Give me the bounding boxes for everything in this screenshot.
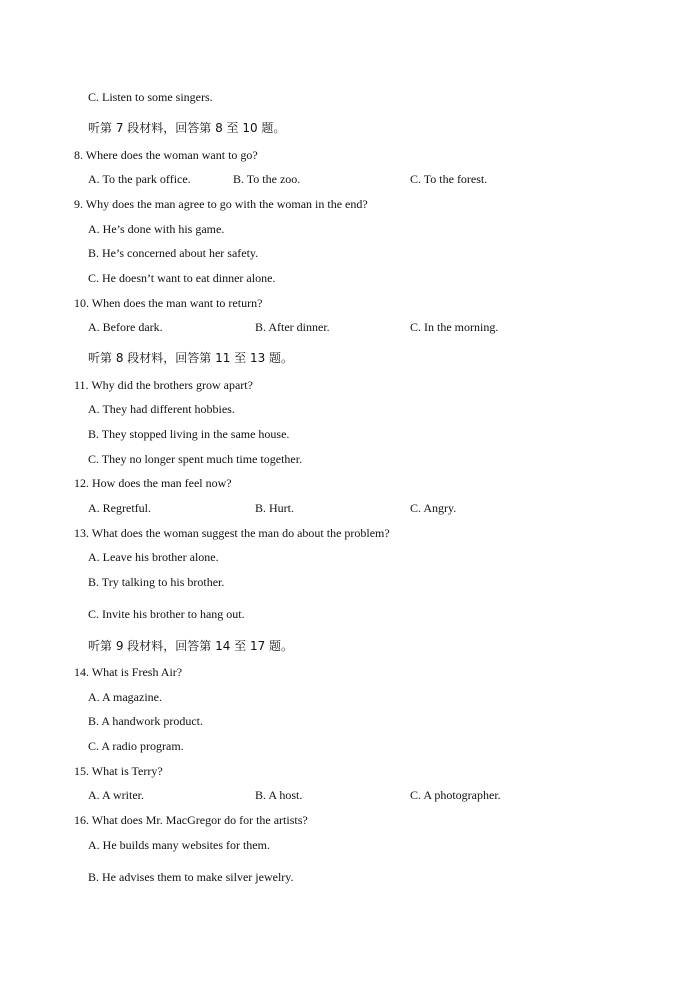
question-14: 14. What is Fresh Air? [74, 665, 183, 679]
q10-option-a: A. Before dark. [88, 320, 163, 334]
question-8: 8. Where does the woman want to go? [74, 148, 258, 162]
q11-option-a: A. They had different hobbies. [88, 402, 235, 416]
q15-option-c: C. A photographer. [410, 788, 501, 802]
q13-option-b: B. Try talking to his brother. [88, 575, 225, 589]
q10-option-b: B. After dinner. [255, 320, 330, 334]
q12-option-a: A. Regretful. [88, 501, 151, 515]
q16-option-a: A. He builds many websites for them. [88, 838, 270, 852]
question-16: 16. What does Mr. MacGregor do for the artists? [74, 813, 308, 827]
q15-option-a: A. A writer. [88, 788, 144, 802]
q14-option-c: C. A radio program. [88, 739, 184, 753]
q10-option-c: C. In the morning. [410, 320, 499, 334]
q14-option-b: B. A handwork product. [88, 714, 203, 728]
q11-option-c: C. They no longer spent much time together. [88, 452, 303, 466]
section-heading-8: 听第 8 段材料，回答第 11 至 13 题。 [88, 351, 294, 365]
q12-option-c: C. Angry. [410, 501, 457, 515]
q16-option-b: B. He advises them to make silver jewelry. [88, 870, 294, 884]
question-13: 13. What does the woman suggest the man do about the problem? [74, 526, 390, 540]
q12-option-b: B. Hurt. [255, 501, 294, 515]
section-heading-9: 听第 9 段材料，回答第 14 至 17 题。 [88, 639, 294, 653]
question-11: 11. Why did the brothers grow apart? [74, 378, 253, 392]
section-heading-7: 听第 7 段材料，回答第 8 至 10 题。 [88, 121, 286, 135]
question-15: 15. What is Terry? [74, 764, 163, 778]
question-9: 9. Why does the man agree to go with the woman in the end? [74, 197, 368, 211]
question-12: 12. How does the man feel now? [74, 476, 232, 490]
q8-option-c: C. To the forest. [410, 172, 488, 186]
q9-option-c: C. He doesn’t want to eat dinner alone. [88, 271, 276, 285]
question-10: 10. When does the man want to return? [74, 296, 263, 310]
q8-option-b: B. To the zoo. [233, 172, 301, 186]
q14-option-a: A. A magazine. [88, 690, 162, 704]
q15-option-b: B. A host. [255, 788, 303, 802]
option-c: C. Listen to some singers. [88, 90, 213, 104]
q8-option-a: A. To the park office. [88, 172, 191, 186]
q9-option-b: B. He’s concerned about her safety. [88, 246, 259, 260]
q13-option-a: A. Leave his brother alone. [88, 550, 219, 564]
q11-option-b: B. They stopped living in the same house. [88, 427, 290, 441]
q9-option-a: A. He’s done with his game. [88, 222, 225, 236]
q13-option-c: C. Invite his brother to hang out. [88, 607, 245, 621]
